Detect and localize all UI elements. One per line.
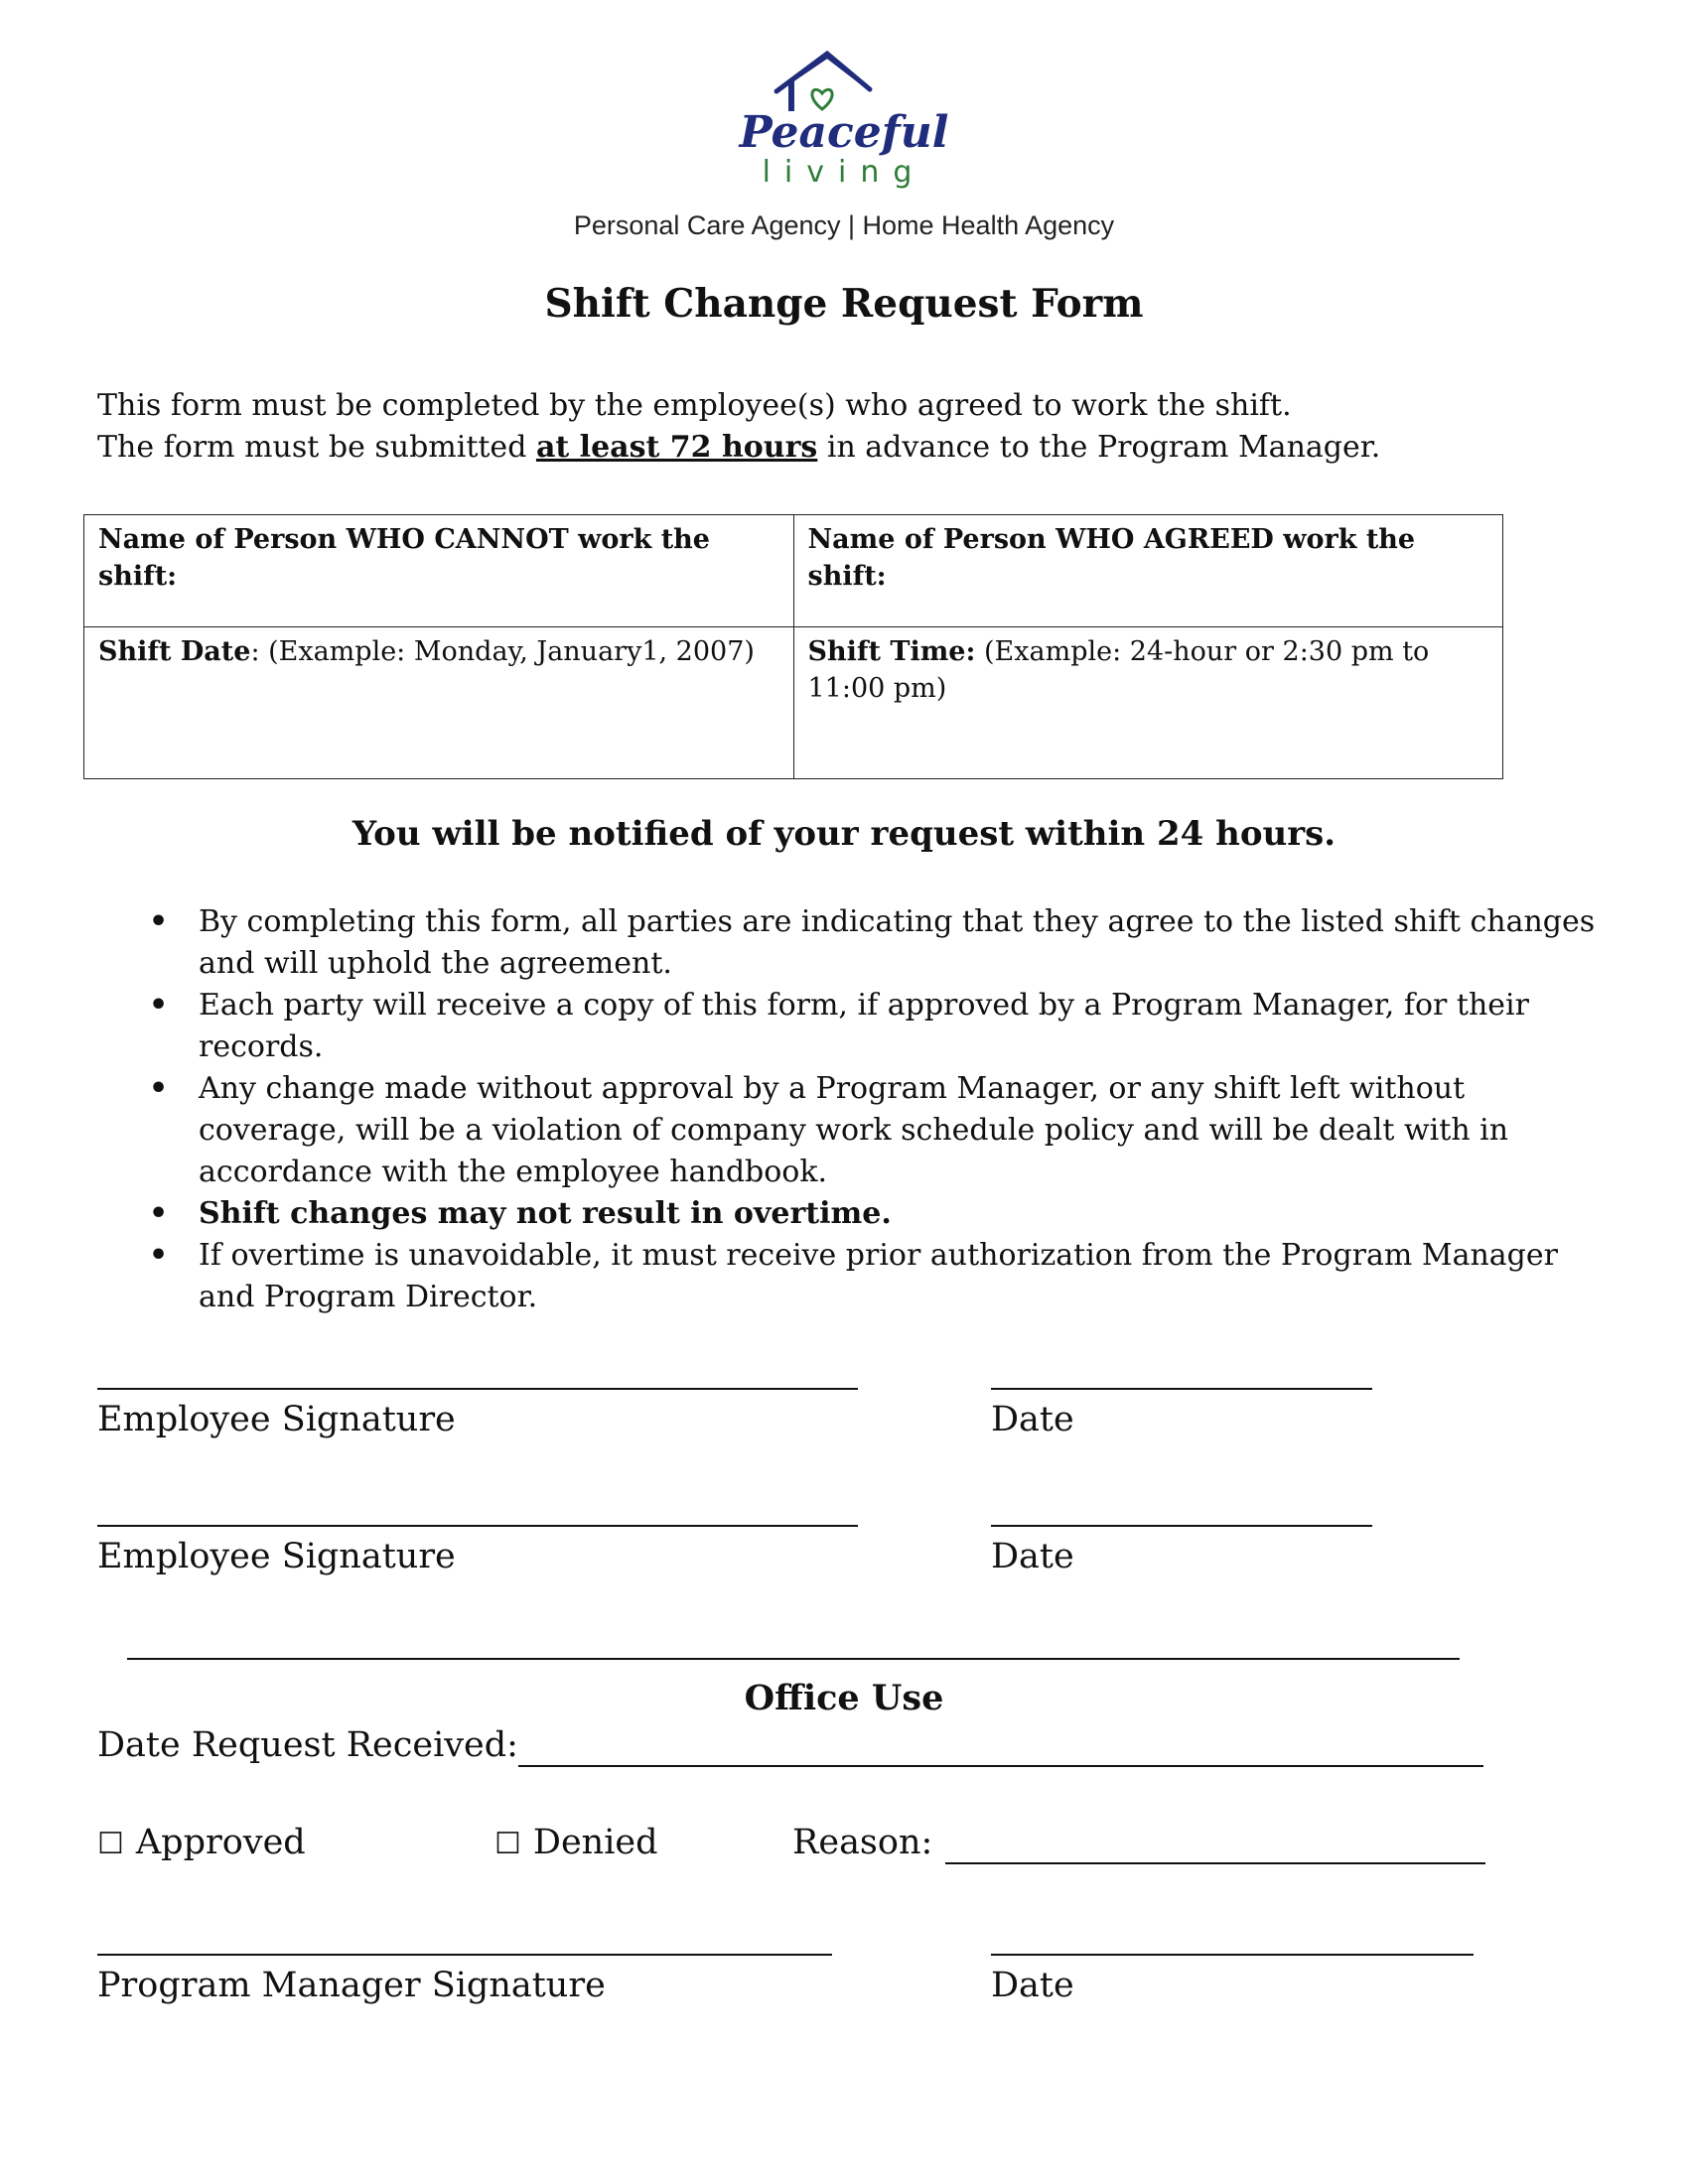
intro-line-2-pre: The form must be submitted (97, 430, 536, 465)
page-title: Shift Change Request Form (544, 281, 1144, 327)
date-received-label: Date Request Received: (97, 1725, 518, 1765)
office-use-heading: Office Use (744, 1678, 944, 1718)
agreed-work-name-field[interactable] (793, 515, 1503, 627)
shift-date-field[interactable] (84, 627, 794, 779)
list-item: • Any change made without approval by a Program Manager, or any shift left without coverage, will be a violation of company work schedule policy and will be dealt with in accordance with the employee handbook. (149, 1068, 1609, 1193)
employee-date-label-2: Date (991, 1537, 1074, 1576)
reason-line[interactable] (945, 1862, 1485, 1864)
manager-date-line[interactable] (991, 1954, 1474, 1956)
employee-signature-line-2[interactable] (97, 1525, 858, 1527)
shift-time-field[interactable] (793, 627, 1503, 779)
approved-checkbox-icon[interactable]: ☐ (97, 1827, 124, 1861)
employee-signature-label-2: Employee Signature (97, 1537, 456, 1576)
denied-option[interactable] (494, 1823, 658, 1862)
shift-time-hint: (Example: 24-hour or 2:30 pm to 11:00 pm) (807, 636, 1430, 704)
shift-time-label: Shift Time: (807, 636, 976, 667)
cannot-work-name-field[interactable] (84, 515, 794, 627)
company-logo (735, 48, 953, 206)
shift-date-label: Shift Date (98, 636, 251, 667)
denied-label: Denied (532, 1823, 658, 1862)
manager-signature-label: Program Manager Signature (97, 1966, 606, 2005)
shift-details-table (83, 514, 1503, 779)
approved-label: Approved (135, 1823, 306, 1862)
list-item: • By completing this form, all parties are indicating that they agree to the listed shift changes and will uphold the agreement. (149, 901, 1609, 985)
section-divider (127, 1658, 1460, 1660)
logo-wordmark-top: Peaceful (739, 107, 949, 157)
intro-text (97, 385, 1380, 469)
employee-signature-line-1[interactable] (97, 1388, 858, 1390)
intro-line-1: This form must be completed by the employee(s) who agreed to work the shift. (97, 388, 1292, 423)
agreed-work-label: Name of Person WHO AGREED work the shift: (807, 524, 1416, 592)
list-item: • Shift changes may not result in overtime. (149, 1193, 1609, 1235)
employee-date-line-1[interactable] (991, 1388, 1372, 1390)
agency-tagline: Personal Care Agency | Home Health Agency (573, 210, 1115, 240)
logo-wordmark-bottom: living (762, 155, 926, 190)
policy-list (149, 901, 1609, 1318)
intro-line-2 (97, 427, 1380, 469)
employee-signature-label-1: Employee Signature (97, 1400, 456, 1439)
approved-option[interactable] (97, 1823, 306, 1862)
date-received-line[interactable] (518, 1765, 1483, 1767)
manager-date-label: Date (991, 1966, 1074, 2005)
list-item: • If overtime is unavoidable, it must receive prior authorization from the Program Manager and Program Director. (149, 1235, 1609, 1318)
intro-line-2-post: in advance to the Program Manager. (817, 430, 1381, 465)
list-item: • Each party will receive a copy of this form, if approved by a Program Manager, for their records. (149, 985, 1609, 1068)
manager-signature-line[interactable] (97, 1954, 832, 1956)
deadline-emphasis: at least 72 hours (535, 430, 818, 465)
reason-label: Reason: (792, 1823, 933, 1862)
employee-date-line-2[interactable] (991, 1525, 1372, 1527)
notification-notice: You will be notified of your request within 24 hours. (352, 814, 1336, 854)
denied-checkbox-icon[interactable]: ☐ (494, 1827, 521, 1861)
cannot-work-label: Name of Person WHO CANNOT work the shift: (98, 524, 710, 592)
shift-date-hint: : (Example: Monday, January1, 2007) (250, 636, 755, 667)
house-heart-logo-icon (735, 48, 953, 157)
employee-date-label-1: Date (991, 1400, 1074, 1439)
